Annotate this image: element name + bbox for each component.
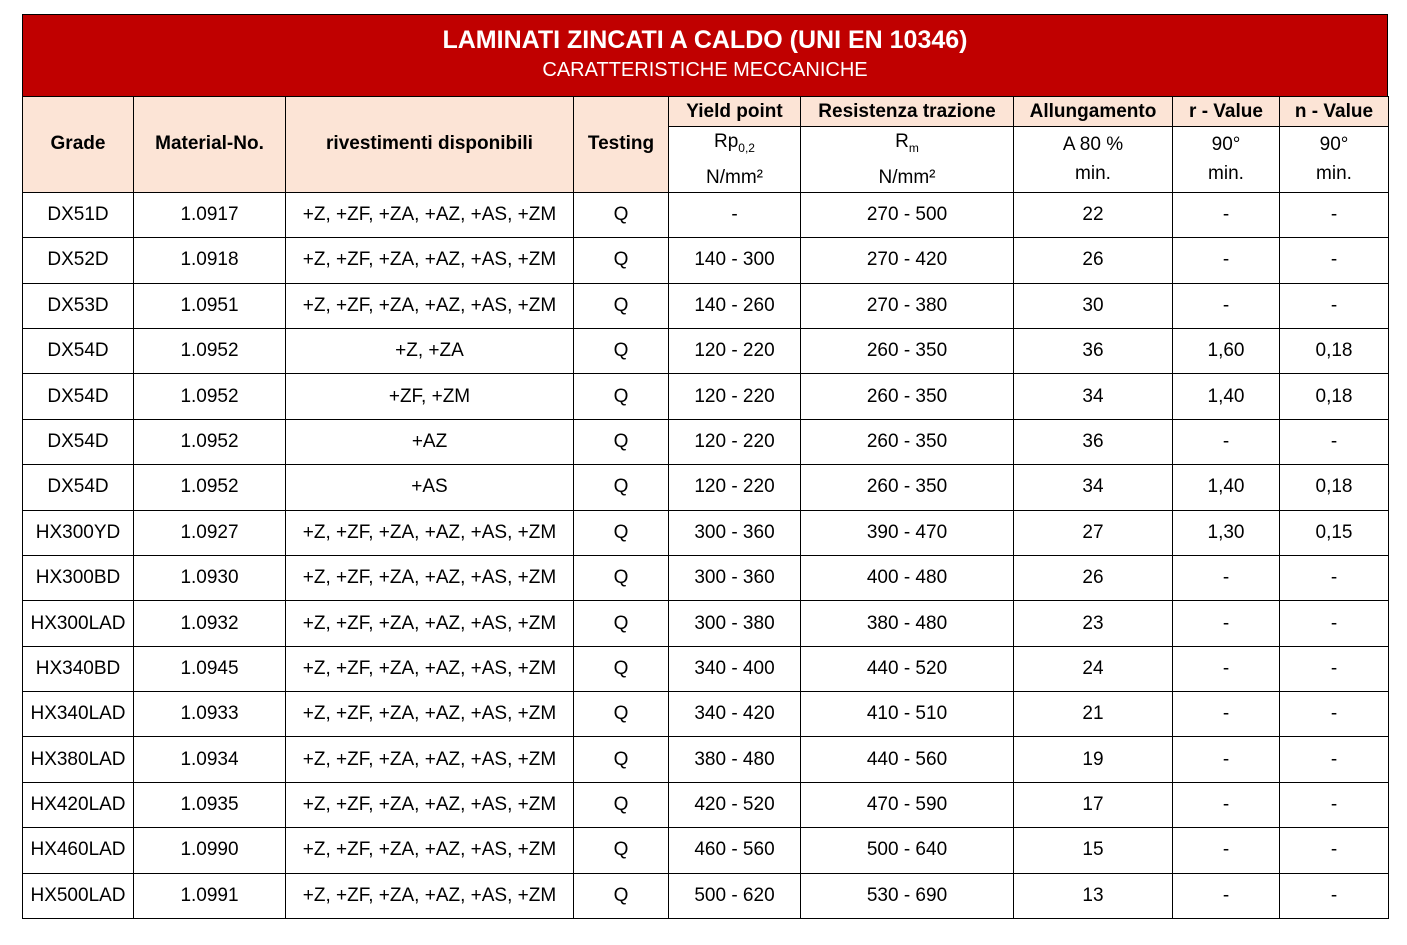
cell-coatings: +Z, +ZF, +ZA, +AZ, +AS, +ZM	[286, 283, 574, 328]
header-tensile-strength: Resistenza trazione	[801, 97, 1014, 127]
yield-unit: N/mm²	[706, 166, 763, 188]
cell-n-value: -	[1280, 238, 1389, 283]
cell-grade: HX420LAD	[23, 782, 134, 827]
cell-tensile-strength: 530 - 690	[801, 873, 1014, 918]
cell-r-value: -	[1173, 192, 1280, 237]
table-subtitle: CARATTERISTICHE MECCANICHE	[542, 59, 868, 81]
cell-coatings: +Z, +ZF, +ZA, +AZ, +AS, +ZM	[286, 646, 574, 691]
cell-material-no: 1.0918	[134, 238, 286, 283]
cell-elongation: 21	[1014, 692, 1173, 737]
cell-n-value: -	[1280, 419, 1389, 464]
cell-elongation: 17	[1014, 782, 1173, 827]
table-title: LAMINATI ZINCATI A CALDO (UNI EN 10346)	[442, 26, 968, 54]
cell-grade: DX52D	[23, 238, 134, 283]
tensile-subscript: m	[908, 140, 919, 155]
table-row	[23, 873, 1389, 918]
cell-n-value: -	[1280, 873, 1389, 918]
cell-tensile-strength: 270 - 420	[801, 238, 1014, 283]
cell-testing: Q	[574, 737, 669, 782]
cell-coatings: +Z, +ZF, +ZA, +AZ, +AS, +ZM	[286, 692, 574, 737]
cell-yield-point: 460 - 560	[669, 828, 801, 873]
cell-material-no: 1.0932	[134, 601, 286, 646]
cell-elongation: 19	[1014, 737, 1173, 782]
cell-tensile-strength: 470 - 590	[801, 782, 1014, 827]
cell-material-no: 1.0945	[134, 646, 286, 691]
cell-tensile-strength: 260 - 350	[801, 328, 1014, 373]
cell-n-value: 0,18	[1280, 328, 1389, 373]
cell-testing: Q	[574, 646, 669, 691]
cell-grade: HX340LAD	[23, 692, 134, 737]
cell-coatings: +Z, +ZF, +ZA, +AZ, +AS, +ZM	[286, 601, 574, 646]
cell-elongation: 36	[1014, 419, 1173, 464]
cell-r-value: -	[1173, 646, 1280, 691]
yield-subscript: 0,2	[738, 140, 755, 155]
header-testing: Testing	[574, 97, 669, 193]
subheader-r-value	[1173, 127, 1280, 193]
cell-tensile-strength: 400 - 480	[801, 555, 1014, 600]
cell-r-value: -	[1173, 601, 1280, 646]
cell-testing: Q	[574, 555, 669, 600]
tensile-symbol: R	[895, 131, 909, 152]
cell-tensile-strength: 270 - 380	[801, 283, 1014, 328]
cell-grade: DX53D	[23, 283, 134, 328]
subheader-yield	[669, 127, 801, 193]
cell-yield-point: 120 - 220	[669, 465, 801, 510]
cell-yield-point: 340 - 400	[669, 646, 801, 691]
cell-material-no: 1.0935	[134, 782, 286, 827]
cell-tensile-strength: 260 - 350	[801, 419, 1014, 464]
cell-n-value: 0,15	[1280, 510, 1389, 555]
cell-testing: Q	[574, 465, 669, 510]
header-material-no: Material-No.	[134, 97, 286, 193]
table-row	[23, 601, 1389, 646]
cell-coatings: +Z, +ZF, +ZA, +AZ, +AS, +ZM	[286, 737, 574, 782]
table-row	[23, 646, 1389, 691]
cell-testing: Q	[574, 419, 669, 464]
cell-material-no: 1.0990	[134, 828, 286, 873]
table-row	[23, 328, 1389, 373]
header-n-value: n - Value	[1280, 97, 1389, 127]
cell-grade: DX54D	[23, 328, 134, 373]
cell-grade: HX380LAD	[23, 737, 134, 782]
table-row	[23, 192, 1389, 237]
cell-testing: Q	[574, 692, 669, 737]
header-elongation: Allungamento	[1014, 97, 1173, 127]
cell-coatings: +AZ	[286, 419, 574, 464]
cell-testing: Q	[574, 782, 669, 827]
cell-material-no: 1.0952	[134, 419, 286, 464]
cell-material-no: 1.0952	[134, 328, 286, 373]
cell-elongation: 15	[1014, 828, 1173, 873]
cell-yield-point: 300 - 360	[669, 510, 801, 555]
cell-r-value: 1,40	[1173, 465, 1280, 510]
cell-coatings: +Z, +ZF, +ZA, +AZ, +AS, +ZM	[286, 510, 574, 555]
cell-material-no: 1.0952	[134, 374, 286, 419]
cell-coatings: +Z, +ZF, +ZA, +AZ, +AS, +ZM	[286, 782, 574, 827]
cell-grade: HX300YD	[23, 510, 134, 555]
cell-r-value: -	[1173, 555, 1280, 600]
elongation-gauge: A 80 %	[1062, 134, 1124, 156]
cell-tensile-strength: 440 - 560	[801, 737, 1014, 782]
cell-grade: DX54D	[23, 465, 134, 510]
cell-tensile-strength: 500 - 640	[801, 828, 1014, 873]
cell-elongation: 26	[1014, 238, 1173, 283]
cell-tensile-strength: 260 - 350	[801, 465, 1014, 510]
cell-r-value: -	[1173, 238, 1280, 283]
cell-coatings: +Z, +ZF, +ZA, +AZ, +AS, +ZM	[286, 873, 574, 918]
cell-elongation: 13	[1014, 873, 1173, 918]
cell-coatings: +Z, +ZA	[286, 328, 574, 373]
cell-elongation: 34	[1014, 374, 1173, 419]
cell-coatings: +Z, +ZF, +ZA, +AZ, +AS, +ZM	[286, 828, 574, 873]
cell-grade: HX500LAD	[23, 873, 134, 918]
header-grade: Grade	[23, 97, 134, 193]
cell-tensile-strength: 440 - 520	[801, 646, 1014, 691]
cell-tensile-strength: 260 - 350	[801, 374, 1014, 419]
properties-table	[22, 96, 1389, 919]
table-row	[23, 238, 1389, 283]
cell-n-value: -	[1280, 737, 1389, 782]
cell-yield-point: 120 - 220	[669, 374, 801, 419]
cell-yield-point: 120 - 220	[669, 328, 801, 373]
cell-r-value: -	[1173, 873, 1280, 918]
cell-yield-point: 420 - 520	[669, 782, 801, 827]
cell-yield-point: 140 - 260	[669, 283, 801, 328]
cell-elongation: 22	[1014, 192, 1173, 237]
table-row	[23, 828, 1389, 873]
cell-grade: DX54D	[23, 374, 134, 419]
cell-testing: Q	[574, 374, 669, 419]
cell-grade: HX340BD	[23, 646, 134, 691]
document-table-container	[22, 14, 1388, 919]
cell-coatings: +AS	[286, 465, 574, 510]
cell-r-value: -	[1173, 782, 1280, 827]
table-row	[23, 283, 1389, 328]
cell-yield-point: 300 - 360	[669, 555, 801, 600]
cell-r-value: -	[1173, 737, 1280, 782]
cell-elongation: 23	[1014, 601, 1173, 646]
n-value-min: min.	[1316, 163, 1352, 185]
cell-yield-point: -	[669, 192, 801, 237]
cell-elongation: 27	[1014, 510, 1173, 555]
cell-yield-point: 120 - 220	[669, 419, 801, 464]
cell-testing: Q	[574, 283, 669, 328]
cell-testing: Q	[574, 601, 669, 646]
table-row	[23, 555, 1389, 600]
cell-tensile-strength: 390 - 470	[801, 510, 1014, 555]
cell-elongation: 30	[1014, 283, 1173, 328]
cell-n-value: -	[1280, 646, 1389, 691]
cell-grade: DX54D	[23, 419, 134, 464]
cell-material-no: 1.0927	[134, 510, 286, 555]
subheader-n-value	[1280, 127, 1389, 193]
tensile-unit: N/mm²	[878, 166, 936, 188]
cell-n-value: -	[1280, 283, 1389, 328]
cell-coatings: +Z, +ZF, +ZA, +AZ, +AS, +ZM	[286, 238, 574, 283]
header-r-value: r - Value	[1173, 97, 1280, 127]
cell-yield-point: 140 - 300	[669, 238, 801, 283]
cell-coatings: +Z, +ZF, +ZA, +AZ, +AS, +ZM	[286, 555, 574, 600]
cell-material-no: 1.0930	[134, 555, 286, 600]
r-value-min: min.	[1208, 163, 1244, 185]
cell-material-no: 1.0952	[134, 465, 286, 510]
cell-r-value: -	[1173, 283, 1280, 328]
cell-yield-point: 300 - 380	[669, 601, 801, 646]
cell-n-value: -	[1280, 601, 1389, 646]
table-row	[23, 692, 1389, 737]
cell-r-value: -	[1173, 419, 1280, 464]
title-band	[22, 14, 1388, 96]
cell-grade: HX460LAD	[23, 828, 134, 873]
cell-n-value: -	[1280, 192, 1389, 237]
table-row	[23, 374, 1389, 419]
cell-testing: Q	[574, 873, 669, 918]
cell-yield-point: 500 - 620	[669, 873, 801, 918]
cell-testing: Q	[574, 328, 669, 373]
cell-yield-point: 380 - 480	[669, 737, 801, 782]
header-coatings: rivestimenti disponibili	[286, 97, 574, 193]
cell-grade: HX300LAD	[23, 601, 134, 646]
table-row	[23, 737, 1389, 782]
cell-testing: Q	[574, 828, 669, 873]
cell-grade: HX300BD	[23, 555, 134, 600]
cell-tensile-strength: 270 - 500	[801, 192, 1014, 237]
elongation-min: min.	[1075, 163, 1111, 185]
cell-material-no: 1.0991	[134, 873, 286, 918]
subheader-tensile	[801, 127, 1014, 193]
header-yield-point: Yield point	[669, 97, 801, 127]
cell-r-value: 1,30	[1173, 510, 1280, 555]
cell-r-value: 1,40	[1173, 374, 1280, 419]
n-value-angle: 90°	[1319, 134, 1349, 156]
cell-tensile-strength: 380 - 480	[801, 601, 1014, 646]
cell-n-value: -	[1280, 828, 1389, 873]
cell-n-value: -	[1280, 782, 1389, 827]
cell-testing: Q	[574, 238, 669, 283]
yield-symbol: Rp	[714, 131, 739, 152]
table-row	[23, 510, 1389, 555]
cell-r-value: -	[1173, 828, 1280, 873]
cell-material-no: 1.0934	[134, 737, 286, 782]
cell-n-value: 0,18	[1280, 374, 1389, 419]
cell-elongation: 24	[1014, 646, 1173, 691]
cell-elongation: 34	[1014, 465, 1173, 510]
r-value-angle: 90°	[1211, 134, 1241, 156]
table-body	[23, 192, 1389, 918]
cell-testing: Q	[574, 510, 669, 555]
cell-material-no: 1.0951	[134, 283, 286, 328]
cell-n-value: 0,18	[1280, 465, 1389, 510]
cell-material-no: 1.0917	[134, 192, 286, 237]
cell-material-no: 1.0933	[134, 692, 286, 737]
cell-tensile-strength: 410 - 510	[801, 692, 1014, 737]
cell-coatings: +ZF, +ZM	[286, 374, 574, 419]
cell-testing: Q	[574, 192, 669, 237]
cell-r-value: 1,60	[1173, 328, 1280, 373]
subheader-elongation	[1014, 127, 1173, 193]
cell-n-value: -	[1280, 555, 1389, 600]
table-row	[23, 419, 1389, 464]
cell-coatings: +Z, +ZF, +ZA, +AZ, +AS, +ZM	[286, 192, 574, 237]
cell-r-value: -	[1173, 692, 1280, 737]
cell-elongation: 26	[1014, 555, 1173, 600]
table-row	[23, 782, 1389, 827]
cell-elongation: 36	[1014, 328, 1173, 373]
cell-grade: DX51D	[23, 192, 134, 237]
cell-n-value: -	[1280, 692, 1389, 737]
cell-yield-point: 340 - 420	[669, 692, 801, 737]
table-row	[23, 465, 1389, 510]
